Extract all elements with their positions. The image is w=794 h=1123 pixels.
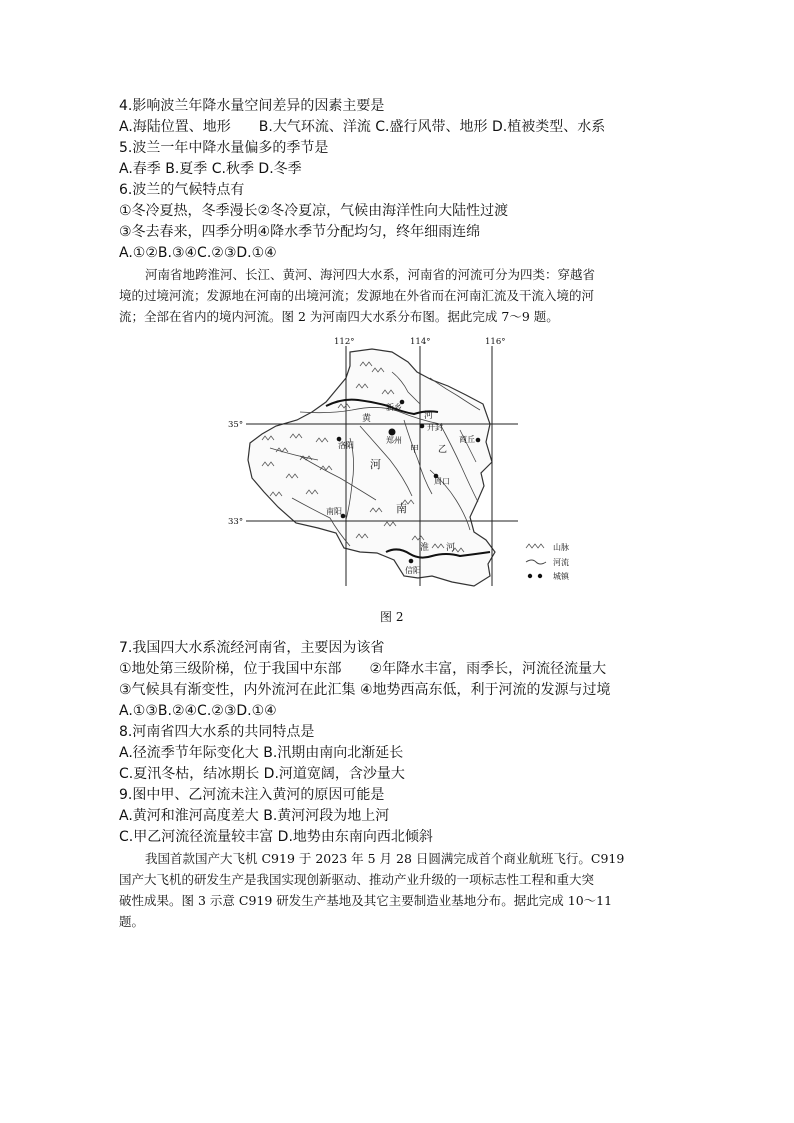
- legend-town: 城镇: [553, 572, 569, 581]
- city-kaifeng: 开封: [427, 423, 443, 432]
- passage-henan: [119, 264, 679, 327]
- mountain-legend-icon: [526, 544, 544, 548]
- label-province-nan: 南: [396, 502, 407, 515]
- q8-line1: A.径流季节年际变化大 B.汛期由南向北渐延长: [119, 745, 404, 761]
- passage-c919: [119, 848, 679, 932]
- river-legend-icon: [526, 560, 546, 564]
- passage-c919-line4: 题。: [119, 914, 145, 929]
- legend-river: 河流: [553, 558, 569, 567]
- label-yi: 乙: [438, 445, 448, 455]
- label-jia: 甲: [410, 445, 420, 455]
- legend-mountain: 山脉: [553, 543, 569, 552]
- city-shangqiu: 商丘: [459, 435, 475, 444]
- passage-c919-line3: 破性成果。图 3 示意 C919 研发生产基地及其它主要制造业基地分布。据此完成 10～11: [119, 893, 613, 908]
- q9-stem: 9.图中甲、乙河流未注入黄河的原因可能是: [119, 787, 385, 803]
- lat-35-label: 35°: [228, 420, 244, 430]
- q8-line2: C.夏汛冬枯，结冰期长 D.河道宽阔，含沙量大: [119, 766, 405, 782]
- q7-stem: 7.我国四大水系流经河南省，主要因为该省: [119, 640, 385, 656]
- passage-henan-line1: 河南省地跨淮河、长江、黄河、海河四大水系，河南省的河流可分为四类：穿越省: [145, 267, 596, 282]
- henan-river-map: [200, 328, 600, 628]
- q9-line1: A.黄河和淮河高度差大 B.黄河河段为地上河: [119, 808, 390, 824]
- q6-options: A.①②B.③④C.②③D.①④: [119, 245, 277, 261]
- lon-114-label: 114°: [410, 337, 431, 347]
- label-he-huai: 河: [446, 543, 456, 553]
- passage-henan-line2: 境的过境河流；发源地在河南的出境河流；发源地在外省而在河南汇流及干流入境的河: [119, 288, 595, 303]
- label-huang: 黄: [362, 414, 372, 424]
- q5-stem: 5.波兰一年中降水量偏多的季节是: [119, 140, 329, 156]
- q7-line1: ①地处第三级阶梯，位于我国中东部 ②年降水丰富，雨季长，河流径流量大: [119, 661, 607, 677]
- q4-options: A.海陆位置、地形 B.大气环流、洋流 C.盛行风带、地形 D.植被类型、水系: [119, 119, 606, 135]
- town-legend-icon: [528, 574, 532, 578]
- label-province-he: 河: [370, 458, 381, 471]
- figure-2-caption: 图 2: [380, 610, 404, 624]
- city-luoyang: 洛阳: [338, 441, 354, 450]
- q4-stem: 4.影响波兰年降水量空间差异的因素主要是: [119, 98, 385, 114]
- lat-33-label: 33°: [228, 517, 244, 527]
- passage-c919-line1: 我国首款国产大飞机 C919 于 2023 年 5 月 28 日圆满完成首个商业航班飞行。C919: [145, 851, 625, 866]
- label-huai: 淮: [420, 543, 430, 553]
- lon-112-label: 112°: [334, 337, 355, 347]
- q6-line1: ①冬冷夏热，冬季漫长②冬冷夏凉，气候由海洋性向大陆性过渡: [119, 203, 509, 219]
- passage-henan-line3: 流；全部在省内的境内河流。图 2 为河南四大水系分布图。据此完成 7～9 题。: [119, 309, 559, 324]
- q7-line2: ③气候具有渐变性，内外流河在此汇集 ④地势西高东低，利于河流的发源与过境: [119, 682, 611, 698]
- city-zhoukou: 周口: [434, 477, 450, 486]
- q9-line2: C.甲乙河流径流量较丰富 D.地势由东南向西北倾斜: [119, 829, 433, 845]
- q6-line2: ③冬去春来，四季分明④降水季节分配均匀，终年细雨连绵: [119, 224, 481, 240]
- q7-options: A.①③B.②④C.②③D.①④: [119, 703, 277, 719]
- map-legend: [526, 542, 570, 581]
- q5-options: A.春季 B.夏季 C.秋季 D.冬季: [119, 161, 302, 177]
- q8-stem: 8.河南省四大水系的共同特点是: [119, 724, 315, 740]
- passage-c919-line2: 国产大飞机的研发生产是我国实现创新驱动、推动产业升级的一项标志性工程和重大突: [119, 872, 595, 887]
- city-nanyang: 南阳: [326, 507, 342, 516]
- label-he-yellow: 河: [424, 411, 434, 421]
- city-xinyang: 信阳: [405, 566, 421, 575]
- city-zhengzhou: 郑州: [386, 436, 402, 445]
- q6-stem: 6.波兰的气候特点有: [119, 182, 245, 198]
- lon-116-label: 116°: [485, 337, 506, 347]
- city-xinxiang: 新乡: [386, 403, 402, 412]
